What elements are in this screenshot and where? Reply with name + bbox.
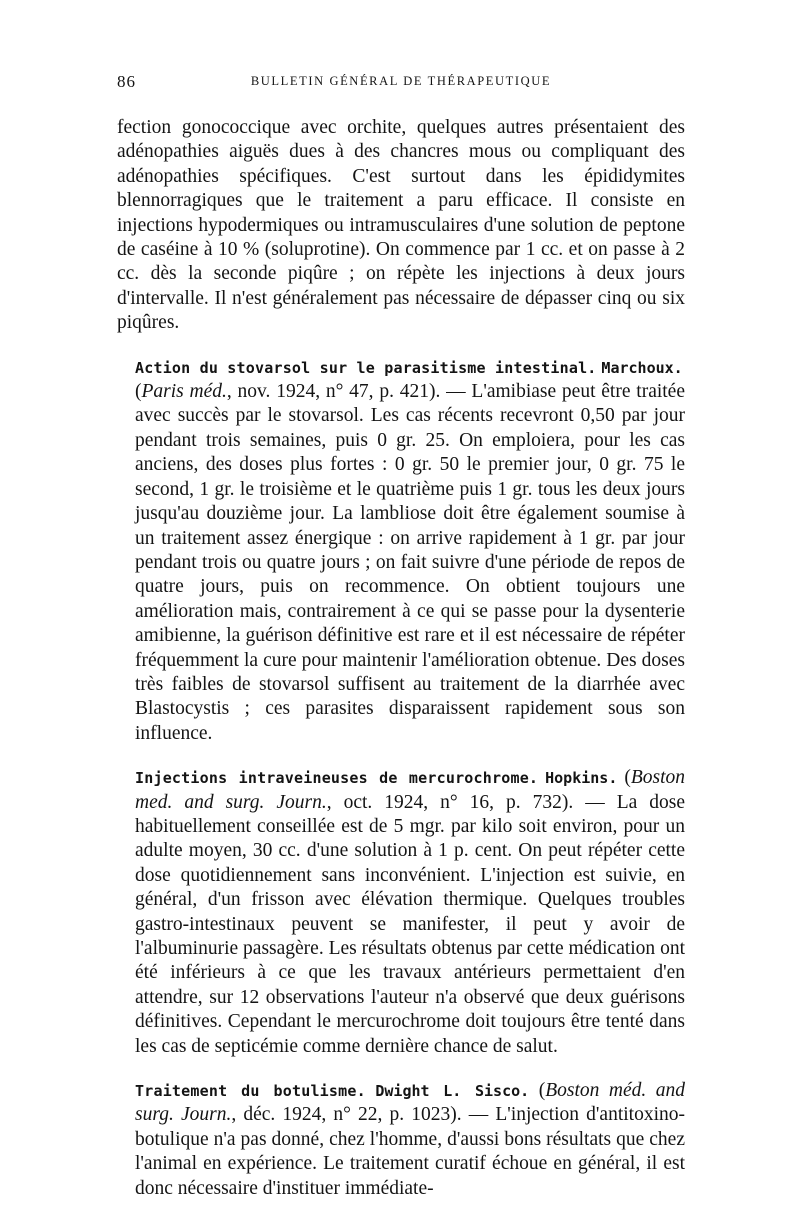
intro-paragraph: fection gonococcique avec orchite, quelques autres présentaient des adénopathies aiguës dues à des chancres mous ou compliquant des adénopathies spécifiques. C'est surtout dans les épididymites blennorragiques que le traitement a paru efficace. Il consiste en injections hypodermiques ou intramusculaires d'une solution de peptone de caséine à 10 % (soluprotine). On commence par 1 cc. et on passe à 2 cc. dès la seconde piqûre ; on répète les injections à deux jours d'intervalle. Il n'est généralement pas nécessaire de dépasser cinq ou six piqûres. (117, 117, 685, 334)
section-text: — La dose habituellement conseillée est de 5 mgr. par kilo soit environ, pour un adulte moyen, 30 cc. d'une solution à 1 p. cent. On peut répéter cette dose quotidiennement sans inconvénient. L'injection est suivie, en général, d'un frisson avec élévation thermique. Quelques troubles gastro-intestinaux peuvent se manifester, il peut y avoir de l'albuminurie passagère. Les résultats obtenus par cette médication ont été inférieurs à ce que les travaux antérieurs permettaient d'en attendre, sur 12 observations l'auteur n'a observé que deux guérisons définitives. Cependant le mercurochrome doit toujours être tenté dans les cas de septicémie comme dernière chance de salut. (135, 791, 685, 1057)
page-number: 86 (117, 72, 136, 91)
section-text: — L'amibiase peut être traitée avec succès par le stovarsol. Les cas récents recevront 0,50 par jour pendant trois semaines, puis 0 gr. 25. On emploiera, pour les cas anciens, des doses plus fortes : 0 gr. 50 le premier jour, 0 gr. 75 le second, 1 gr. le troisième et le quatrième puis 1 gr. tous les deux jours jusqu'au douzième jour. La lambliose doit être également soumise à un traitement assez énergique : on arrive rapidement à 1 gr. par jour pendant trois ou quatre jours ; on fait suivre d'une période de repos de quatre jours, puis on recommence. On obtient toujours une amélioration mais, contrairement à ce qui se passe pour la dysenterie amibienne, la guérison définitive est rare et il est nécessaire de répéter fréquemment la cure pour maintenir l'amélioration obtenue. Des doses très faibles de stovarsol suffisent au traitement de la diarrhée avec Blastocystis ; ces parasites disparaissent rapidement sous son influence. (135, 381, 685, 744)
citation-open: ( (538, 1080, 546, 1102)
section-botulisme (117, 1079, 685, 1201)
citation-open: ( (624, 767, 631, 789)
citation-open: ( (135, 381, 142, 403)
section-stovarsol (117, 356, 685, 747)
citation-details: , déc. 1924, n° 22, p. 1023). (231, 1104, 462, 1126)
book-page (117, 72, 685, 1201)
section-author: Dwight L. Sisco. (375, 1082, 530, 1101)
running-title: BULLETIN GÉNÉRAL DE THÉRAPEUTIQUE (250, 74, 552, 88)
citation-journal: Paris méd. (141, 381, 227, 403)
section-text: — L'injection d'antitoxino-botulique n'a pas donné, chez l'homme, d'aussi bons résultats que chez l'animal en expérience. Le traitement curatif échoue en général, il est donc nécessaire d'instituer immédiate- (135, 1104, 686, 1199)
section-mercurochrome (117, 766, 685, 1059)
section-title: Traitement du botulisme. (135, 1082, 366, 1101)
citation-journal: Boston méd. and surg. Journ. (135, 1080, 686, 1126)
citation-details: , nov. 1924, n° 47, p. 421). (226, 381, 441, 403)
section-title: Injections intraveineuses de mercurochrome. (135, 769, 539, 788)
citation-journal: Boston med. and surg. Journ. (135, 767, 685, 813)
running-head (117, 72, 685, 96)
section-title: Action du stovarsol sur le parasitisme intestinal. (135, 358, 597, 377)
citation-details: , oct. 1924, n° 16, p. 732). (326, 791, 574, 813)
section-author: Marchoux. (601, 358, 683, 377)
section-author: Hopkins. (545, 769, 618, 788)
article-body (117, 116, 685, 1201)
